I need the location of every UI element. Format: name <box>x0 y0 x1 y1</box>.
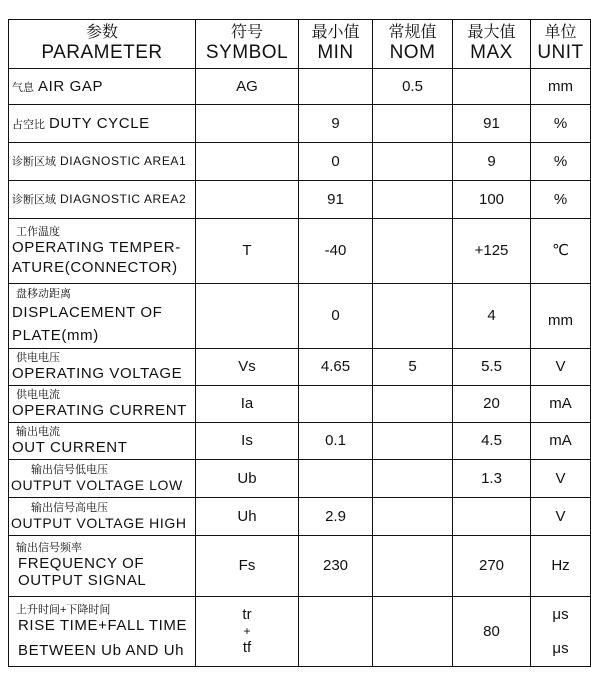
param-cell <box>9 386 196 423</box>
symbol-cell <box>196 597 299 667</box>
nom-cell <box>373 460 453 498</box>
header-min-en: MIN <box>317 42 354 64</box>
nom-cell <box>373 536 453 597</box>
nom-cell <box>373 386 453 423</box>
param-zh: 供电电流 <box>16 389 60 402</box>
param-cell <box>9 349 196 386</box>
table-row <box>9 143 591 181</box>
unit-cell: % <box>531 143 591 181</box>
header-min-zh: 最小值 <box>311 23 360 41</box>
symbol-cell <box>196 143 299 181</box>
table-row <box>9 181 591 219</box>
symbol-cell: Ub <box>196 460 299 498</box>
param-cell <box>9 105 196 143</box>
param-cell <box>9 460 196 498</box>
param-en-line2: BETWEEN Ub AND Uh <box>18 641 185 659</box>
param-zh: 诊断区域 <box>12 155 56 168</box>
param-en-line1: OPERATING TEMPER- <box>12 238 181 256</box>
table-row <box>9 536 591 597</box>
max-cell: 91 <box>453 105 531 143</box>
param-zh: 气息 <box>12 81 34 94</box>
unit-cell: V <box>531 460 591 498</box>
max-cell: 4.5 <box>453 423 531 460</box>
param-cell <box>9 69 196 105</box>
param-en-line1: RISE TIME+FALL TIME <box>18 616 188 634</box>
header-unit-en: UNIT <box>537 42 584 64</box>
min-cell <box>299 386 373 423</box>
unit-line-1: μs <box>552 605 569 623</box>
param-zh: 诊断区域 <box>12 193 56 206</box>
param-en-line2: PLATE(mm) <box>12 326 99 344</box>
max-cell: 4 <box>453 284 531 349</box>
max-cell: 20 <box>453 386 531 423</box>
symbol-cell: Fs <box>196 536 299 597</box>
param-cell <box>9 498 196 536</box>
header-symbol <box>196 20 299 69</box>
table-row <box>9 284 591 349</box>
nom-cell <box>373 423 453 460</box>
min-cell <box>299 460 373 498</box>
symbol-cell <box>196 284 299 349</box>
param-cell <box>9 536 196 597</box>
param-en: OPERATING VOLTAGE <box>12 364 183 382</box>
param-cell <box>9 181 196 219</box>
unit-cell: % <box>531 105 591 143</box>
symbol-line-plus: + <box>243 624 251 639</box>
unit-cell: ℃ <box>531 219 591 284</box>
nom-cell <box>373 181 453 219</box>
param-en: DIAGNOSTIC AREA1 <box>60 153 187 168</box>
unit-cell: V <box>531 349 591 386</box>
param-zh: 上升时间+下降时间 <box>16 603 111 616</box>
symbol-cell: Uh <box>196 498 299 536</box>
header-symbol-en: SYMBOL <box>205 42 289 64</box>
min-cell: 0.1 <box>299 423 373 460</box>
max-cell <box>453 69 531 105</box>
min-cell: 230 <box>299 536 373 597</box>
unit-cell <box>531 597 591 667</box>
max-cell: 270 <box>453 536 531 597</box>
max-cell: +125 <box>453 219 531 284</box>
min-cell: 2.9 <box>299 498 373 536</box>
max-cell: 9 <box>453 143 531 181</box>
min-cell: 91 <box>299 181 373 219</box>
unit-cell: V <box>531 498 591 536</box>
table-row <box>9 349 591 386</box>
param-cell <box>9 597 196 667</box>
header-nom <box>373 20 453 69</box>
min-cell: 4.65 <box>299 349 373 386</box>
nom-cell <box>373 498 453 536</box>
param-cell <box>9 143 196 181</box>
header-parameter-en: PARAMETER <box>41 42 163 64</box>
min-cell: 0 <box>299 284 373 349</box>
symbol-line-tf: tf <box>242 638 252 656</box>
header-max-zh: 最大值 <box>467 23 516 41</box>
param-zh: 占空比 <box>12 118 45 131</box>
header-parameter <box>9 20 196 69</box>
min-cell: 9 <box>299 105 373 143</box>
header-parameter-zh: 参数 <box>85 23 118 41</box>
symbol-cell: T <box>196 219 299 284</box>
symbol-cell <box>196 105 299 143</box>
table-row <box>9 386 591 423</box>
param-en: DIAGNOSTIC AREA2 <box>60 191 187 206</box>
header-nom-en: NOM <box>389 42 436 64</box>
parameter-table <box>8 19 591 667</box>
unit-cell: % <box>531 181 591 219</box>
symbol-cell: Ia <box>196 386 299 423</box>
table-row <box>9 69 591 105</box>
max-cell <box>453 498 531 536</box>
param-en-line1: DISPLACEMENT OF <box>12 303 163 321</box>
table-row <box>9 498 591 536</box>
header-min <box>299 20 373 69</box>
symbol-cell: Vs <box>196 349 299 386</box>
param-zh: 工作温度 <box>16 225 60 238</box>
nom-cell <box>373 597 453 667</box>
min-cell: 0 <box>299 143 373 181</box>
unit-line-2: μs <box>552 639 569 657</box>
nom-cell: 5 <box>373 349 453 386</box>
param-en-line2: OUTPUT SIGNAL <box>18 572 147 590</box>
table-row <box>9 219 591 284</box>
param-en-line1: FREQUENCY OF <box>18 555 145 573</box>
header-max-en: MAX <box>470 42 513 64</box>
table-row <box>9 105 591 143</box>
param-en: OUTPUT VOLTAGE LOW <box>11 476 183 493</box>
header-symbol-zh: 符号 <box>230 23 263 41</box>
param-en: OUTPUT VOLTAGE HIGH <box>11 514 187 531</box>
table-row <box>9 460 591 498</box>
symbol-cell: Is <box>196 423 299 460</box>
table-row <box>9 597 591 667</box>
unit-cell: mA <box>531 386 591 423</box>
param-zh: 供电电压 <box>16 352 60 365</box>
param-zh: 盘移动距离 <box>16 287 71 300</box>
unit-cell: Hz <box>531 536 591 597</box>
max-cell: 5.5 <box>453 349 531 386</box>
min-cell: -40 <box>299 219 373 284</box>
nom-cell: 0.5 <box>373 69 453 105</box>
nom-cell <box>373 219 453 284</box>
param-en: DUTY CYCLE <box>49 114 150 132</box>
param-zh: 输出电流 <box>16 426 60 439</box>
header-row <box>9 20 591 69</box>
min-cell <box>299 597 373 667</box>
max-cell: 1.3 <box>453 460 531 498</box>
table-row <box>9 423 591 460</box>
header-nom-zh: 常规值 <box>388 23 437 41</box>
param-cell <box>9 423 196 460</box>
symbol-cell: AG <box>196 69 299 105</box>
param-en-line2: ATURE(CONNECTOR) <box>12 258 178 276</box>
param-en: AIR GAP <box>38 77 104 95</box>
param-cell <box>9 284 196 349</box>
symbol-line-tr: tr <box>242 606 252 624</box>
nom-cell <box>373 105 453 143</box>
min-cell <box>299 69 373 105</box>
nom-cell <box>373 143 453 181</box>
param-zh: 输出信号低电压 <box>31 464 108 477</box>
header-max <box>453 20 531 69</box>
param-en: OPERATING CURRENT <box>12 401 187 419</box>
param-zh: 输出信号高电压 <box>31 502 108 515</box>
param-zh: 输出信号频率 <box>16 542 82 555</box>
max-cell: 100 <box>453 181 531 219</box>
header-unit-zh: 单位 <box>544 23 577 41</box>
header-unit <box>531 20 591 69</box>
nom-cell <box>373 284 453 349</box>
unit-cell: mm <box>531 69 591 105</box>
unit-cell: mm <box>531 284 591 349</box>
param-en: OUT CURRENT <box>12 438 128 456</box>
symbol-cell <box>196 181 299 219</box>
max-cell: 80 <box>453 597 531 667</box>
unit-cell: mA <box>531 423 591 460</box>
param-cell <box>9 219 196 284</box>
